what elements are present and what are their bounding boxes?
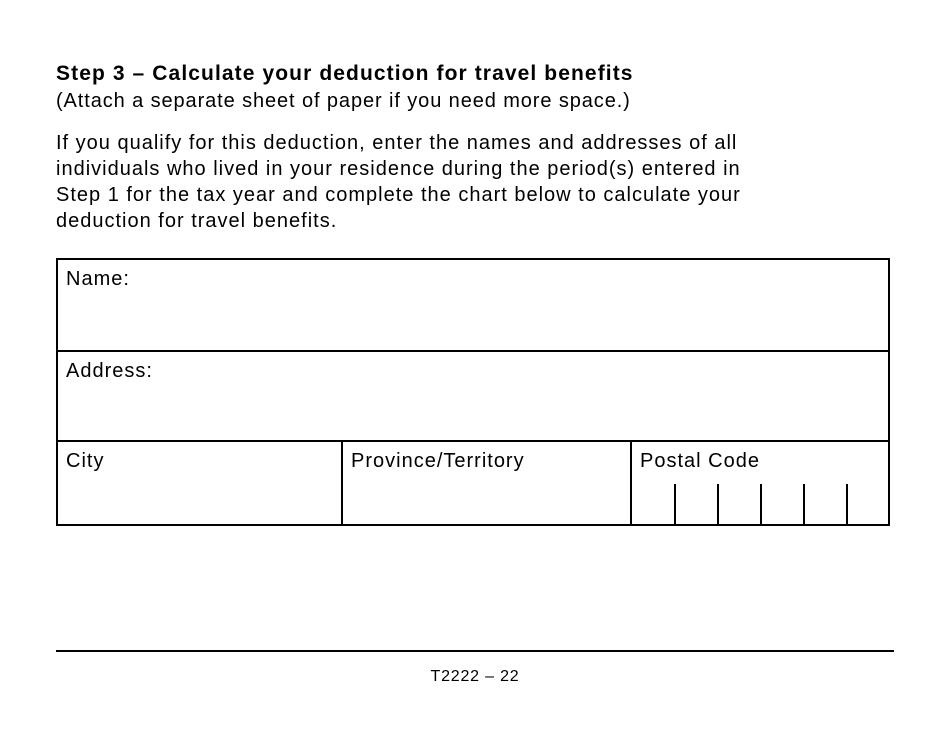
city-field[interactable] (58, 442, 343, 526)
province-field[interactable] (343, 442, 632, 526)
postal-code-divider (760, 484, 762, 526)
address-label: Address: (66, 360, 153, 382)
instructions-line: individuals who lived in your residence during the period(s) entered in (56, 158, 741, 180)
instructions-line: If you qualify for this deduction, enter the names and addresses of all (56, 132, 738, 154)
address-field[interactable] (58, 352, 888, 442)
name-field[interactable] (58, 260, 888, 352)
postal-code-divider (803, 484, 805, 526)
postal-code-field[interactable] (632, 442, 888, 526)
postal-code-divider (846, 484, 848, 526)
page-footer: T2222 – 22 (430, 668, 520, 685)
postal-code-divider (717, 484, 719, 526)
province-label: Province/Territory (351, 450, 525, 472)
location-row (58, 442, 888, 526)
residence-form (56, 258, 890, 526)
postal-code-label: Postal Code (640, 450, 760, 472)
city-label: City (66, 450, 105, 472)
instructions-line: deduction for travel benefits. (56, 210, 338, 232)
postal-code-divider (674, 484, 676, 526)
name-label: Name: (66, 268, 130, 290)
section-subheading: (Attach a separate sheet of paper if you need more space.) (56, 90, 631, 112)
footer-divider (56, 650, 894, 652)
instructions-paragraph (56, 130, 741, 234)
section-heading: Step 3 – Calculate your deduction for travel benefits (56, 62, 634, 85)
instructions-line: Step 1 for the tax year and complete the chart below to calculate your (56, 184, 741, 206)
